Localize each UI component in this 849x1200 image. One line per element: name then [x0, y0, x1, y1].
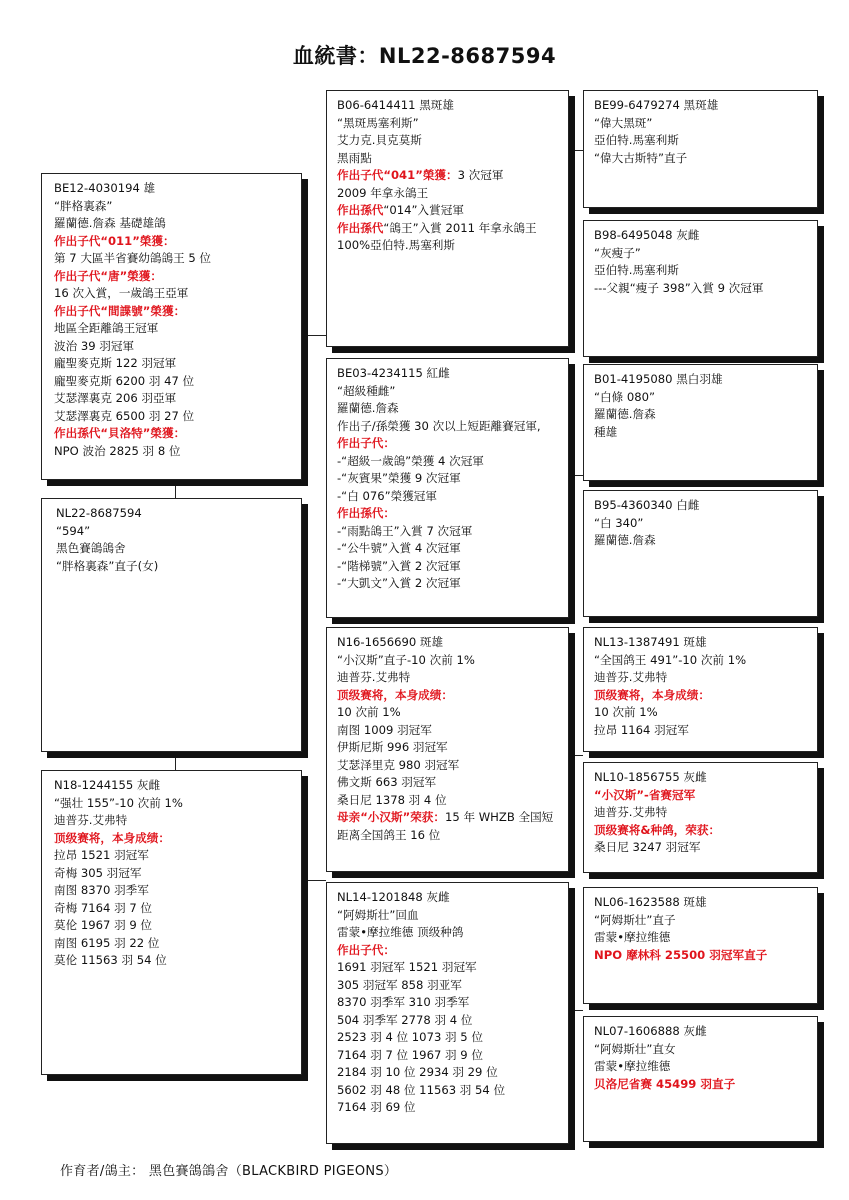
- sire-dam-sire-box: [583, 364, 818, 481]
- pedigree-line: 作出子/孫榮獲 30 次以上短距離賽冠軍,: [337, 418, 541, 433]
- pedigree-line: 顶级赛将，本身成绩：: [594, 687, 710, 702]
- dam-box: [41, 770, 302, 1075]
- pedigree-line: 第 7 大區半省賽幼鴿鴿王 5 位: [54, 251, 212, 265]
- pedigree-line: 顶级赛将&种鸽，荣获：: [594, 822, 721, 837]
- pedigree-line: 羅蘭德.詹森: [594, 533, 656, 547]
- pedigree-line: 作出子代“011”榮獲：: [54, 233, 175, 248]
- sire-sire-box: [326, 90, 569, 347]
- pedigree-line: 作出子代：: [337, 436, 395, 450]
- ring-number: B06-6414411 黑斑雄: [337, 98, 454, 112]
- pedigree-line: “小汉斯”直子-10 次前 1%: [337, 652, 475, 667]
- sire-dam-dam-box: [583, 490, 818, 617]
- pedigree-line: “黑斑馬塞利斯”: [337, 115, 419, 130]
- pedigree-line: NPO 波治 2825 羽 8 位: [54, 443, 181, 458]
- pedigree-line: [337, 809, 560, 844]
- pedigree-line: 顶级赛将，本身成绩：: [337, 687, 453, 702]
- ring-number: NL07-1606888 灰雌: [594, 1024, 707, 1038]
- pedigree-line: 5602 羽 48 位 11563 羽 54 位: [337, 1082, 506, 1097]
- detail-text: 3 次冠軍: [457, 168, 504, 182]
- pedigree-line: 迪普芬.艾弗特: [54, 813, 128, 827]
- pedigree-line: 2184 羽 10 位 2934 羽 29 位: [337, 1065, 498, 1079]
- breeder-footer: 作育者/鴿主： 黑色賽鴿鴿舍（BLACKBIRD PIGEONS）: [60, 1164, 398, 1179]
- detail-text: 15 年 WHZB 全国短距离全国鸽王 16 位: [337, 810, 554, 842]
- pedigree-line: 作出子代“唐”榮獲：: [54, 268, 162, 283]
- pedigree-line: [337, 220, 560, 238]
- dam-dam-box: [326, 882, 569, 1144]
- ring-number: NL06-1623588 斑雄: [594, 895, 707, 909]
- pedigree-line: 艾瑟澤裏克 206 羽亞軍: [54, 391, 177, 405]
- pedigree-line: 桑日尼 3247 羽冠军: [594, 840, 701, 854]
- ring-number: NL13-1387491 斑雄: [594, 635, 707, 649]
- pedigree-line: [337, 167, 560, 185]
- sire-dam-box: [326, 358, 569, 618]
- pedigree-line: 作出子代：: [337, 942, 395, 957]
- highlight-text: 母亲“小汉斯”荣获：: [337, 810, 445, 824]
- pedigree-line: 作出子代“間諜號”榮獲：: [54, 303, 186, 318]
- ring-number: N18-1244155 灰雌: [54, 778, 161, 792]
- pedigree-line: 2009 年拿永鴿王: [337, 185, 429, 200]
- pedigree-line: “阿姆斯壮”直子: [594, 912, 676, 927]
- connector-line: [302, 880, 326, 881]
- pedigree-line: -“灰賓果”榮獲 9 次冠軍: [337, 471, 461, 485]
- pedigree-line: 2523 羽 4 位 1073 羽 5 位: [337, 1030, 483, 1044]
- connector-line: [569, 1010, 583, 1011]
- pedigree-line: 佛文斯 663 羽冠军: [337, 775, 437, 789]
- pedigree-line: 艾瑟泽里克 980 羽冠军: [337, 757, 460, 772]
- pedigree-line: 艾瑟澤裏克 6500 羽 27 位: [54, 408, 195, 423]
- pedigree-line: ---父親“瘦子 398”入賞 9 次冠軍: [594, 280, 764, 295]
- pedigree-line: [337, 202, 560, 220]
- pedigree-line: 南图 6195 羽 22 位: [54, 935, 160, 950]
- pedigree-line: “阿姆斯壮”直女: [594, 1041, 676, 1056]
- pedigree-line: 龐聖麥克斯 6200 羽 47 位: [54, 373, 195, 388]
- highlight-text: 作出子代“041”榮獲：: [337, 168, 458, 182]
- pedigree-line: 迪普芬.艾弗特: [594, 805, 668, 819]
- pedigree-line: 1691 羽冠军 1521 羽冠军: [337, 960, 477, 974]
- pedigree-line: 亞伯特.馬塞利斯: [594, 263, 679, 277]
- pedigree-line: 南图 1009 羽冠军: [337, 722, 432, 737]
- pedigree-line: 奇梅 305 羽冠军: [54, 865, 142, 880]
- pedigree-line: 黑雨點: [337, 150, 372, 165]
- pedigree-line: 種雄: [594, 424, 618, 439]
- pedigree-line: -“公牛號”入賞 4 次冠軍: [337, 541, 461, 555]
- subject-box: [41, 498, 302, 752]
- ring-number: NL14-1201848 灰雌: [337, 890, 450, 904]
- pedigree-line: 桑日尼 1378 羽 4 位: [337, 792, 447, 807]
- sire-box: [41, 173, 302, 480]
- pedigree-line: 10 次前 1%: [594, 705, 658, 719]
- pedigree-line: “偉大黑斑”: [594, 115, 653, 130]
- pedigree-line: “白 340”: [594, 515, 644, 530]
- detail-text: “鴿王”入賞 2011 年拿永鴿王: [383, 220, 537, 235]
- ring-number: B95-4360340 白雌: [594, 498, 700, 512]
- dam-dam-sire-box: [583, 887, 818, 1004]
- pedigree-line: “阿姆斯壮”回血: [337, 907, 419, 922]
- pedigree-line: 莫伦 1967 羽 9 位: [54, 918, 152, 932]
- pedigree-line: “胖格裏森”: [54, 198, 113, 213]
- pedigree-line: 黑色賽鴿鴿舍: [56, 541, 126, 555]
- pedigree-line: 拉昂 1164 羽冠军: [594, 722, 689, 737]
- dam-sire-dam-box: [583, 762, 818, 873]
- pedigree-line: 作出孫代：: [337, 506, 395, 520]
- pedigree-line: -“階梯號”入賞 2 次冠軍: [337, 558, 461, 573]
- pedigree-line: 雷蒙•摩拉维德: [594, 1059, 671, 1073]
- pedigree-line: “小汉斯”-省赛冠军: [594, 787, 696, 802]
- pedigree-line: -“大凱文”入賞 2 次冠軍: [337, 576, 461, 590]
- pedigree-line: 作出孫代“貝洛特”榮獲：: [54, 426, 186, 440]
- connector-line: [175, 480, 176, 498]
- connector-line: [569, 475, 583, 476]
- pedigree-line: 雷蒙•摩拉维德 顶级种鸽: [337, 925, 464, 939]
- pedigree-line: 奇梅 7164 羽 7 位: [54, 900, 152, 915]
- pedigree-line: 南图 8370 羽季军: [54, 883, 149, 897]
- ring-number: N16-1656690 斑雄: [337, 635, 444, 649]
- pedigree-line: “偉大古斯特”直子: [594, 150, 688, 165]
- sire-sire-dam-box: [583, 220, 818, 357]
- pedigree-line: 7164 羽 69 位: [337, 1100, 416, 1114]
- ring-number: B98-6495048 灰雌: [594, 228, 700, 242]
- highlight-text: 作出孫代: [337, 203, 384, 217]
- pedigree-line: 羅蘭德.詹森: [337, 401, 399, 415]
- ring-number: BE99-6479274 黑斑雄: [594, 98, 719, 112]
- pedigree-line: “灰瘦子”: [594, 245, 641, 260]
- dam-dam-dam-box: [583, 1016, 818, 1142]
- pedigree-line: “白條 080”: [594, 389, 656, 404]
- ring-number: BE03-4234115 紅雌: [337, 366, 450, 380]
- ring-number: B01-4195080 黑白羽雄: [594, 372, 723, 386]
- dam-sire-box: [326, 627, 569, 872]
- pedigree-line: 10 次前 1%: [337, 705, 401, 719]
- pedigree-line: 龐聖麥克斯 122 羽冠軍: [54, 356, 177, 370]
- pedigree-line: 16 次入賞，一歲鴿王亞軍: [54, 286, 189, 300]
- sire-sire-sire-box: [583, 90, 818, 208]
- connector-line: [302, 335, 326, 336]
- ring-number: BE12-4030194 雄: [54, 181, 156, 195]
- dam-sire-sire-box: [583, 627, 818, 752]
- pedigree-line: 贝洛尼省赛 45499 羽直子: [594, 1076, 736, 1091]
- pedigree-line: 305 羽冠军 858 羽亚军: [337, 977, 462, 992]
- ring-number: NL10-1856755 灰雌: [594, 770, 707, 784]
- pedigree-line: 100%亞伯特.馬塞利斯: [337, 238, 455, 252]
- connector-line: [569, 150, 583, 151]
- connector-line: [569, 755, 583, 756]
- pedigree-line: “全国鸽王 491”-10 次前 1%: [594, 652, 747, 667]
- pedigree-line: -“白 076”榮獲冠軍: [337, 488, 437, 503]
- pedigree-line: 羅蘭德.詹森: [594, 407, 656, 421]
- connector-line: [175, 752, 176, 770]
- pedigree-line: 伊斯尼斯 996 羽冠军: [337, 740, 448, 754]
- pedigree-line: 波治 39 羽冠軍: [54, 338, 135, 353]
- pedigree-line: 8370 羽季军 310 羽季军: [337, 995, 470, 1009]
- pedigree-line: 迪普芬.艾弗特: [594, 670, 668, 684]
- pedigree-line: “594”: [56, 523, 91, 538]
- pedigree-line: 羅蘭德.詹森 基礎雄鴿: [54, 216, 166, 230]
- pedigree-line: 亞伯特.馬塞利斯: [594, 133, 679, 147]
- pedigree-line: “超級種雌”: [337, 383, 396, 398]
- detail-text: “014”入賞冠軍: [383, 203, 464, 217]
- pedigree-line: -“超級一歲鴿”榮獲 4 次冠軍: [337, 453, 484, 468]
- pedigree-line: 7164 羽 7 位 1967 羽 9 位: [337, 1047, 483, 1062]
- pedigree-line: 艾力克.貝克莫斯: [337, 133, 422, 147]
- page-title: 血統書：NL22-8687594: [292, 44, 557, 68]
- pedigree-line: 顶级赛将，本身成绩：: [54, 830, 170, 845]
- pedigree-line: 拉昂 1521 羽冠军: [54, 848, 149, 862]
- pedigree-line: 504 羽季军 2778 羽 4 位: [337, 1012, 473, 1027]
- pedigree-line: 莫伦 11563 羽 54 位: [54, 953, 167, 967]
- pedigree-line: 雷蒙•摩拉维德: [594, 930, 671, 944]
- pedigree-line: “强壮 155”-10 次前 1%: [54, 795, 183, 810]
- pedigree-line: 迪普芬.艾弗特: [337, 670, 411, 684]
- pedigree-line: -“雨點鴿王”入賞 7 次冠軍: [337, 523, 473, 538]
- highlight-text: 作出孫代: [337, 220, 384, 235]
- pedigree-line: NPO 摩林科 25500 羽冠军直子: [594, 947, 768, 962]
- pedigree-line: “胖格裏森”直子(女): [56, 558, 159, 573]
- pedigree-line: 地區全距離鴿王冠軍: [54, 321, 159, 335]
- ring-number: NL22-8687594: [56, 506, 142, 520]
